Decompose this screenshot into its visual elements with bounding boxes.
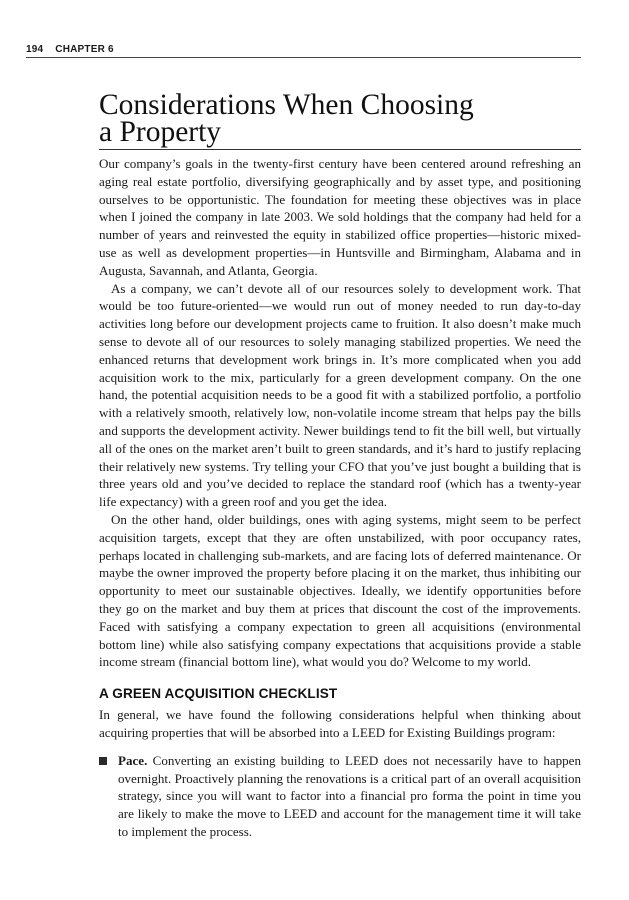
list-item-text: Converting an existing building to LEED does not necessarily have to happen overnight. Proactively planning the renovations is a critical part of an overall acquisition strategy, since you will want to factor into a financial pro forma the point in time you are likely to make the move to LEED and account for the management time it will take to implement the process.	[118, 752, 581, 839]
checklist-intro: In general, we have found the following considerations helpful when thinking about acquiring properties that will be absorbed into a LEED for Existing Buildings program:	[99, 707, 581, 740]
paragraph-3: On the other hand, older buildings, ones with aging systems, might seem to be perfect acquisition targets, except that they are often unstabilized, with poor occupancy rates, perhaps located in challenging sub-markets, and are facing lots of deferred maintenance. Or maybe the owner improved the property before placing it on the market, thus inhibiting our opportunity to meet our sustainable objectives. Ideally, we identify opportunities before they go on the market and buy them at prices that discount the cost of the improvements. Faced with satisfying a company expectation to green all acquisitions (environmental bottom line) while also satisfying company expectations that acquisitions provide a stable income stream (financial bottom line), what would you do? Welcome to my world.	[99, 511, 581, 670]
running-head	[26, 44, 581, 58]
section-title-line-2: a Property	[99, 116, 222, 148]
paragraph-2: As a company, we can’t devote all of our resources solely to development work. That would be too future-oriented—we would run out of money needed to run day-to-day activities long before our development projects came to fruition. It also doesn’t make much sense to devote all of our resources to solely managing stabilized properties. We need the enhanced returns that development work brings in. It’s more complicated when you add acquisition work to the mix, particularly for a green development company. On the one hand, the potential acquisition needs to be a good fit with a stabilized portfolio, a portfolio with a relatively smooth, relatively low, non-volatile income stream that helps pay the bills and supports the development activity. Newer buildings tend to fit the bill well, but virtually all of the ones on the market aren’t built to green standards, and it’s hard to justify replacing their relatively new systems. Try telling your CFO that you’ve just bought a building that is three years old and you’ve decided to replace the standard roof (which has a twenty-year life expectancy) with a green roof and you get the idea.	[99, 280, 581, 510]
paragraph-1: Our company’s goals in the twenty-first century have been centered around refreshing an aging real estate portfolio, diversifying geographically and by asset type, and positioning ourselves to be opportunistic. The foundation for meeting these objectives was in place when I joined the company in late 2003. We sold holdings that the company had held for a number of years and reinvested the equity in stabilized office properties—historic mixed-use as well as development properties—in Huntsville and Birmingham, Alabama and in Augusta, Savannah, and Atlanta, Georgia.	[99, 156, 581, 278]
section-title-line-1: Considerations When Choosing	[99, 89, 474, 121]
square-bullet-icon	[99, 757, 107, 765]
checklist-list	[99, 752, 581, 841]
page-number: 194	[26, 44, 44, 55]
chapter-label: CHAPTER 6	[55, 44, 114, 55]
body-text	[99, 155, 581, 671]
checklist-heading: A GREEN ACQUISITION CHECKLIST	[99, 686, 338, 702]
list-item-term: Pace.	[118, 752, 148, 768]
page-content	[99, 89, 581, 841]
section-title	[99, 89, 581, 150]
list-item	[99, 752, 581, 841]
